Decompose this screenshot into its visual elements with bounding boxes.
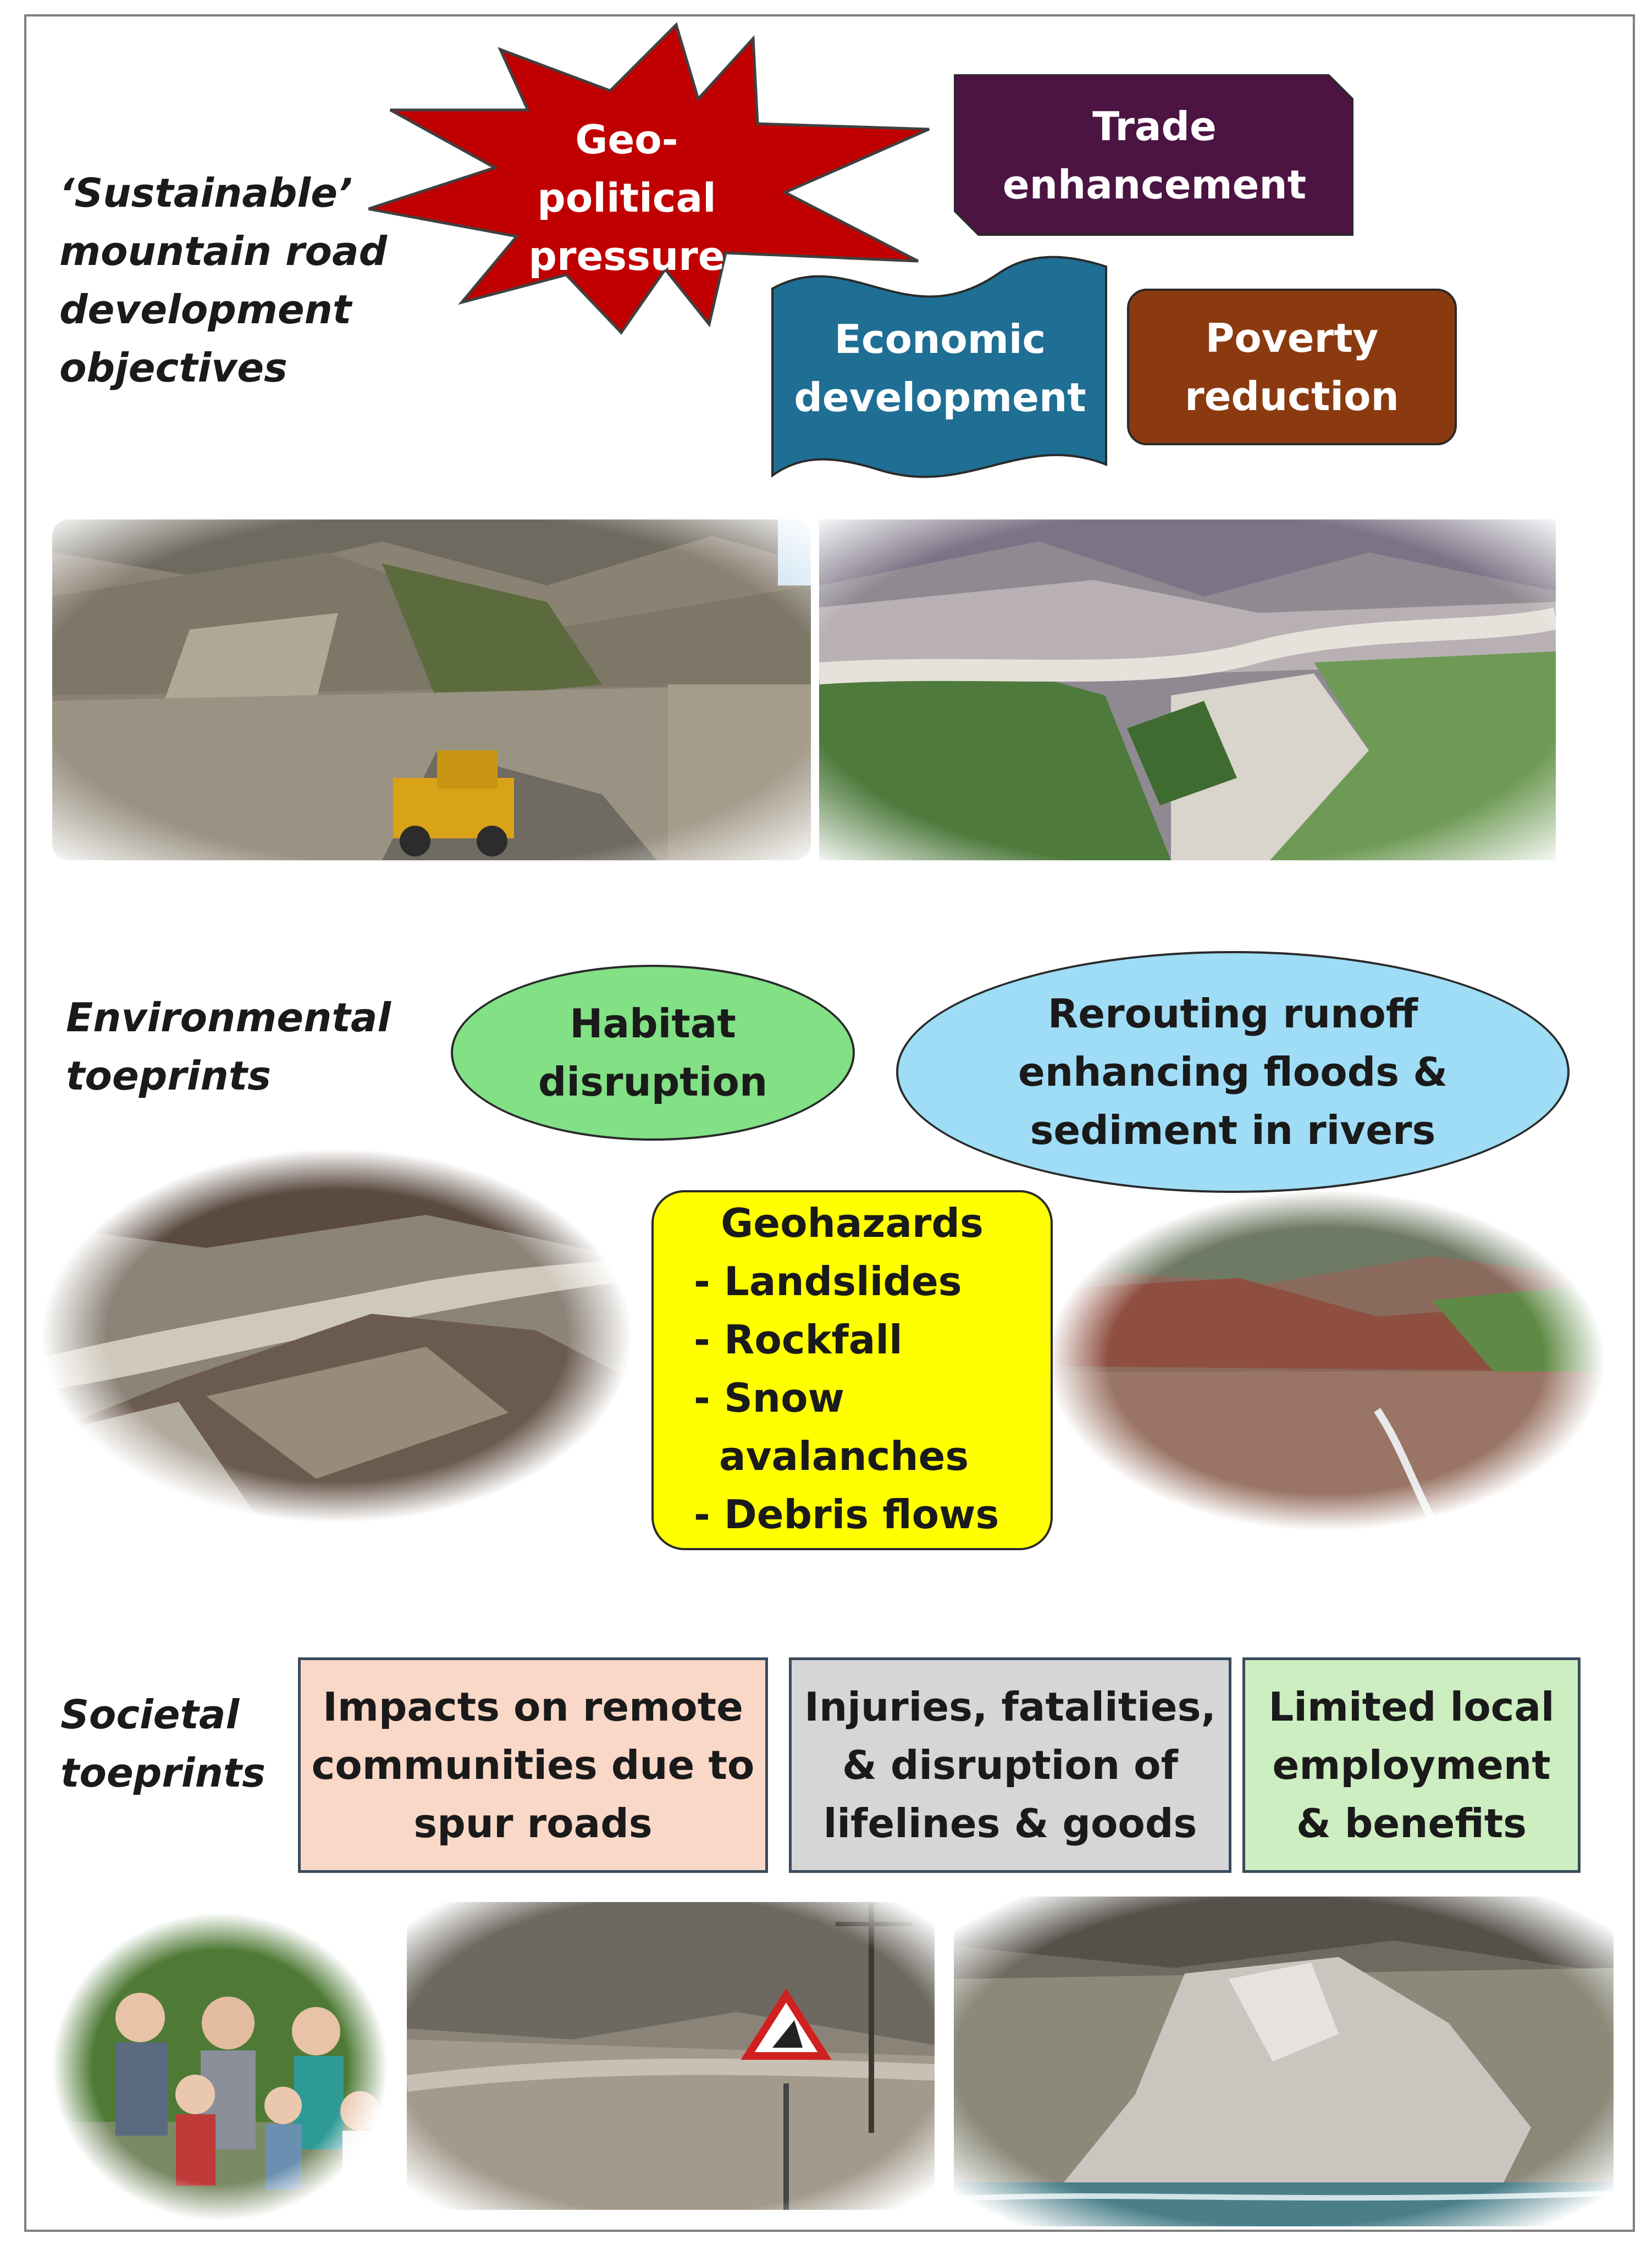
habitat-line: disruption [538,1059,768,1105]
geohazard-item: - Debris flows [694,1491,999,1538]
economic-line: development [794,374,1086,421]
habitat-disruption-label [451,965,855,1141]
geopolitical-line: Geo- [575,117,678,163]
objectives-heading-line: mountain road [59,228,388,274]
injuries-fatalities-label [789,1657,1231,1873]
injuries-line: Injuries, fatalities, [804,1684,1216,1730]
runoff-line: sediment in rivers [1030,1107,1436,1153]
communities-line: spur roads [413,1800,653,1847]
geopolitical-line: pressure [528,233,725,279]
road-grader-photo [52,519,811,860]
river-valley-aerial-photo [819,519,1556,860]
environmental-heading [66,988,391,1105]
geohazards-title: Geohazards [721,1200,984,1246]
communities-line: communities due to [311,1742,755,1788]
economic-development-label [770,280,1110,456]
poverty-line: Poverty [1205,314,1379,361]
geohazard-item: - Snow [694,1375,845,1421]
geopolitical-line: political [537,175,716,221]
societal-heading-line: Societal [60,1691,240,1738]
objectives-heading-line: development [59,286,352,333]
objectives-heading-line: ‘Sustainable’ [59,170,353,216]
poverty-reduction-label [1127,289,1457,445]
societal-heading [60,1685,266,1802]
injuries-line: lifelines & goods [823,1800,1197,1847]
children-photo [52,1913,388,2221]
sediment-river-photo [1047,1190,1605,1531]
landslide-road-photo [41,1149,632,1523]
employment-line: employment [1272,1742,1551,1788]
economic-line: Economic [834,316,1046,362]
environmental-heading-line: Environmental [66,994,391,1041]
environmental-heading-line: toeprints [66,1053,271,1099]
employment-line: Limited local [1268,1684,1555,1730]
snow-avalanche-debris-photo [954,1897,1614,2226]
societal-heading-line: toeprints [60,1750,266,1796]
geohazard-item: avalanches [719,1433,969,1479]
injuries-line: & disruption of [842,1742,1178,1788]
objectives-heading-line: objectives [59,345,288,391]
limited-employment-label [1242,1657,1581,1873]
geohazard-item: - Rockfall [694,1317,903,1363]
trade-line: Trade [1092,103,1217,150]
objectives-heading [59,164,387,397]
habitat-line: Habitat [570,1000,736,1047]
rockfall-sign-photo [407,1902,935,2210]
poverty-line: reduction [1185,373,1399,419]
employment-line: & benefits [1296,1800,1527,1847]
runoff-line: enhancing floods & [1018,1049,1447,1095]
geohazards-list [694,1252,1046,1544]
communities-line: Impacts on remote [323,1684,743,1730]
trade-enhancement-label [954,74,1355,236]
geohazard-item: - Landslides [694,1258,962,1304]
remote-communities-label [298,1657,768,1873]
geopolitical-pressure-label [495,104,759,291]
runoff-line: Rerouting runoff [1047,991,1418,1037]
trade-line: enhancement [1002,161,1307,208]
rerouting-runoff-label [896,951,1570,1193]
